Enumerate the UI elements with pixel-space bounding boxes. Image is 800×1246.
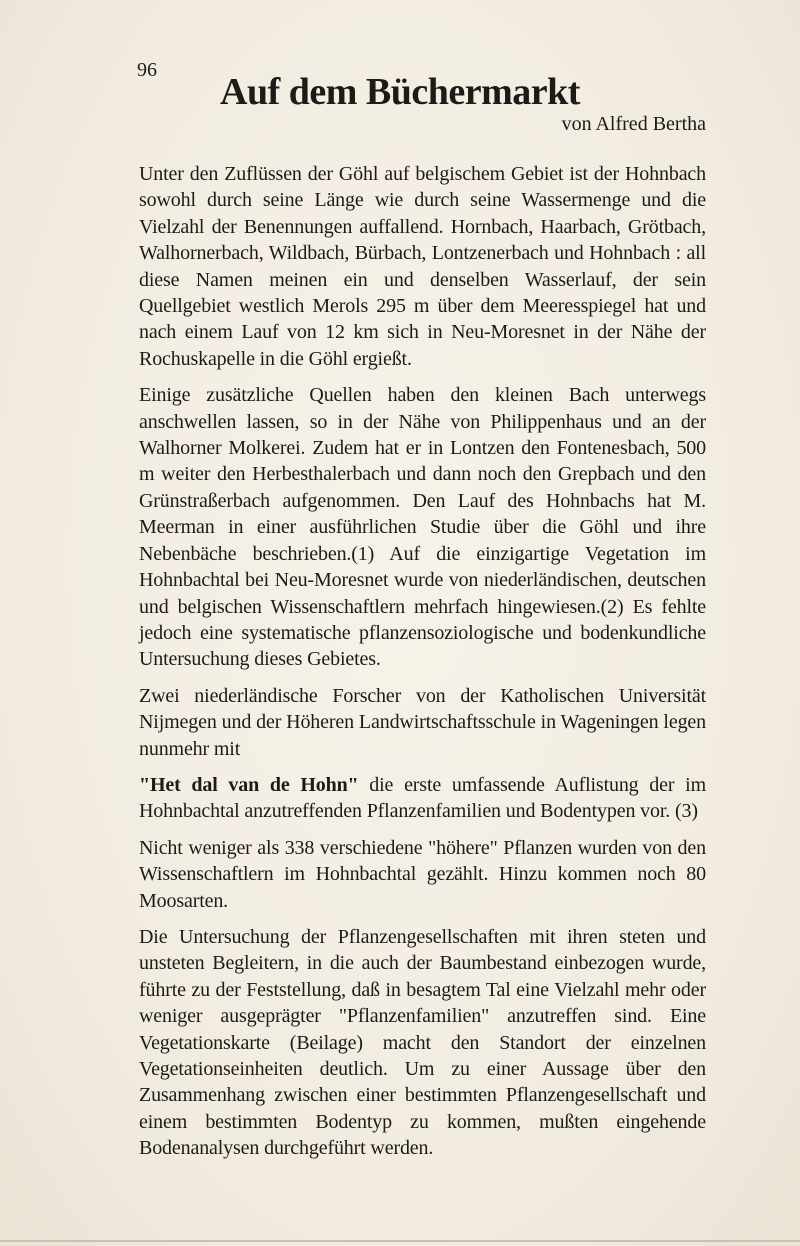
paragraph-5: Nicht weniger als 338 verschiedene "höhere" Pflanzen wurden von den Wissenschaftlern im Hohnbachtal gezählt. Hinzu kommen noch 80 Moosarten.	[139, 836, 706, 912]
book-title: "Het dal van de Hohn"	[139, 773, 359, 796]
paragraph-6: Die Untersuchung der Pflanzengesellschaften mit ihren steten und unsteten Begleitern, in die auch der Baumbestand einbezogen wurde, führte zu der Feststellung, daß in besagtem Tal eine Vielzahl mehr oder weniger ausgeprägter "Pflanzenfamilien" anzutreffen sind. Eine Vegetationskarte (Beilage) macht den Standort der einzelnen Vegetationseinheiten deutlich. Um zu einer Aussage über den Zusammenhang zwischen einer bestimmten Pflanzengesellschaft und einem bestimmten Bodentyp zu kommen, mußten eingehende Bodenanalysen durchgeführt werden.	[139, 925, 706, 1160]
page-title: Auf dem Büchermarkt	[220, 71, 580, 113]
paragraph-4	[139, 772, 706, 825]
paragraph-4-text: die erste umfassende Auflistung der im Hohnbachtal anzutreffenden Pflanzenfamilien und Bodentypen vor. (3)	[139, 773, 706, 823]
author-byline: von Alfred Bertha	[561, 113, 706, 135]
paragraph-2: Einige zusätzliche Quellen haben den kleinen Bach unterwegs anschwellen lassen, so in der Nähe von Philippenhaus und an der Walhorner Molkerei. Zudem hat er in Lontzen den Fontenesbach, 500 m weiter den Herbesthalerbach und dann noch den Grepbach und den Grünstraßerbach aufgenommen. Den Lauf des Hohnbachs hat M. Meerman in einer ausführlichen Studie über die Göhl und ihre Nebenbäche beschrieben.(1) Auf die einzigartige Vegetation im Hohnbachtal bei Neu-Moresnet wurde von niederländischen, deutschen und belgischen Wissenschaftlern mehrfach hingewiesen.(2) Es fehlte jedoch eine systematische pflanzensoziologische und bodenkundliche Untersuchung dieses Gebietes.	[139, 384, 706, 671]
bottom-edge-divider	[0, 1240, 800, 1242]
paragraph-1: Unter den Zuflüssen der Göhl auf belgischem Gebiet ist der Hohnbach sowohl durch seine Länge wie durch seine Wassermenge und die Vielzahl der Benennungen auffallend. Hornbach, Haarbach, Grötbach, Walhornerbach, Wildbach, Bürbach, Lontzenerbach und Hohnbach : all diese Namen meinen ein und denselben Wasserlauf, der sein Quellgebiet westlich Merols 295 m über dem Meeresspiegel hat und nach einem Lauf von 12 km sich in Neu-Moresnet in der Nähe der Rochuskapelle in die Göhl ergießt.	[139, 163, 706, 370]
article-body	[139, 161, 706, 1172]
paragraph-3: Zwei niederländische Forscher von der Katholischen Universität Nijmegen und der Höheren Landwirtschaftsschule in Wageningen legen nunmehr mit	[139, 684, 706, 760]
page-number: 96	[137, 59, 157, 81]
